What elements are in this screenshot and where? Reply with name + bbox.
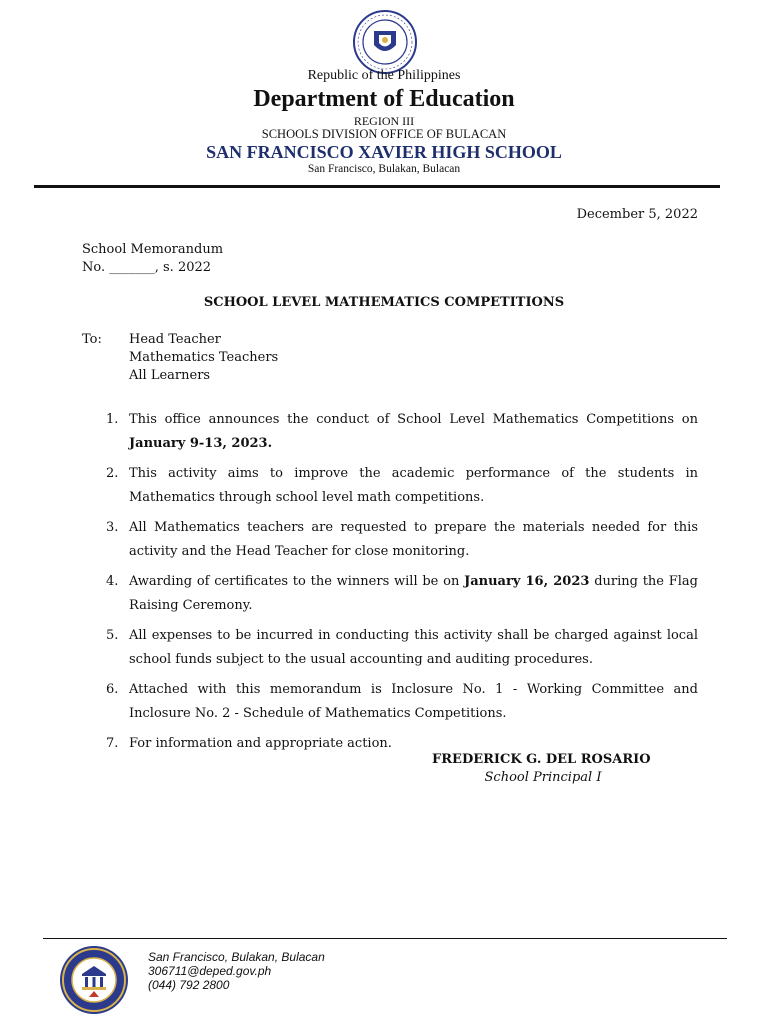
memo-items-list <box>82 408 698 762</box>
item-number: 4. <box>106 574 119 589</box>
department-title: Department of Education <box>253 86 515 112</box>
division-line: SCHOOLS DIVISION OFFICE OF BULACAN <box>261 127 507 141</box>
memo-item <box>82 624 698 672</box>
signer-title: School Principal I <box>484 770 602 785</box>
school-address: San Francisco, Bulakan, Bulacan <box>307 163 461 175</box>
item-number: 1. <box>106 412 119 427</box>
item-date: January 9-13, 2023. <box>129 436 273 451</box>
memo-item <box>82 408 698 456</box>
item-text: This activity aims to improve the academic performance of the students in Mathematics through school level math competitions. <box>129 466 698 505</box>
item-text: Attached with this memorandum is Inclosure No. 1 - Working Committee and Inclosure No. 2 - Schedule of Mathematics Competitions. <box>129 682 698 721</box>
memo-item <box>82 462 698 510</box>
footer-phone: (044) 792 2800 <box>148 978 230 992</box>
recipient-item: Head Teacher <box>129 332 221 347</box>
school-name: SAN FRANCISCO XAVIER HIGH SCHOOL <box>206 142 562 162</box>
footer-divider <box>43 938 727 939</box>
memo-item <box>82 516 698 564</box>
memo-number: No. _______, s. 2022 <box>82 260 212 275</box>
memo-date: December 5, 2022 <box>576 207 698 222</box>
item-date: January 16, 2023 <box>464 574 590 589</box>
memo-subject: SCHOOL LEVEL MATHEMATICS COMPETITIONS <box>203 295 565 310</box>
memo-item <box>82 570 698 618</box>
item-number: 6. <box>106 682 119 697</box>
item-text: All Mathematics teachers are requested to prepare the materials needed for this activity and the Head Teacher for close monitoring. <box>129 520 698 559</box>
memo-type: School Memorandum <box>82 242 224 257</box>
signer-name: FREDERICK G. DEL ROSARIO <box>432 752 651 767</box>
header-divider <box>34 185 720 188</box>
item-text: Awarding of certificates to the winners will be on <box>129 574 465 589</box>
recipient-item: All Learners <box>129 368 211 383</box>
deped-seal-icon <box>352 9 418 75</box>
recipient-item: Mathematics Teachers <box>129 350 279 365</box>
footer-email: 306711@deped.gov.ph <box>148 964 272 978</box>
item-text: For information and appropriate action. <box>129 736 392 751</box>
item-number: 7. <box>106 736 119 751</box>
school-seal-icon <box>58 944 130 1016</box>
item-number: 5. <box>106 628 119 643</box>
item-number: 2. <box>106 466 119 481</box>
region-line: REGION III <box>353 114 415 128</box>
item-text: All expenses to be incurred in conducting this activity shall be charged against local school funds subject to the usual accounting and auditing procedures. <box>129 628 698 667</box>
memo-item <box>82 678 698 726</box>
to-label: To: <box>82 332 102 347</box>
item-number: 3. <box>106 520 119 535</box>
republic-line: Republic of the Philippines <box>307 68 461 83</box>
item-text-tail: during the Flag Raising Ceremony. <box>129 574 698 613</box>
footer-address: San Francisco, Bulakan, Bulacan <box>148 950 325 964</box>
item-text: This office announces the conduct of School Level Mathematics Competitions on <box>129 412 698 427</box>
